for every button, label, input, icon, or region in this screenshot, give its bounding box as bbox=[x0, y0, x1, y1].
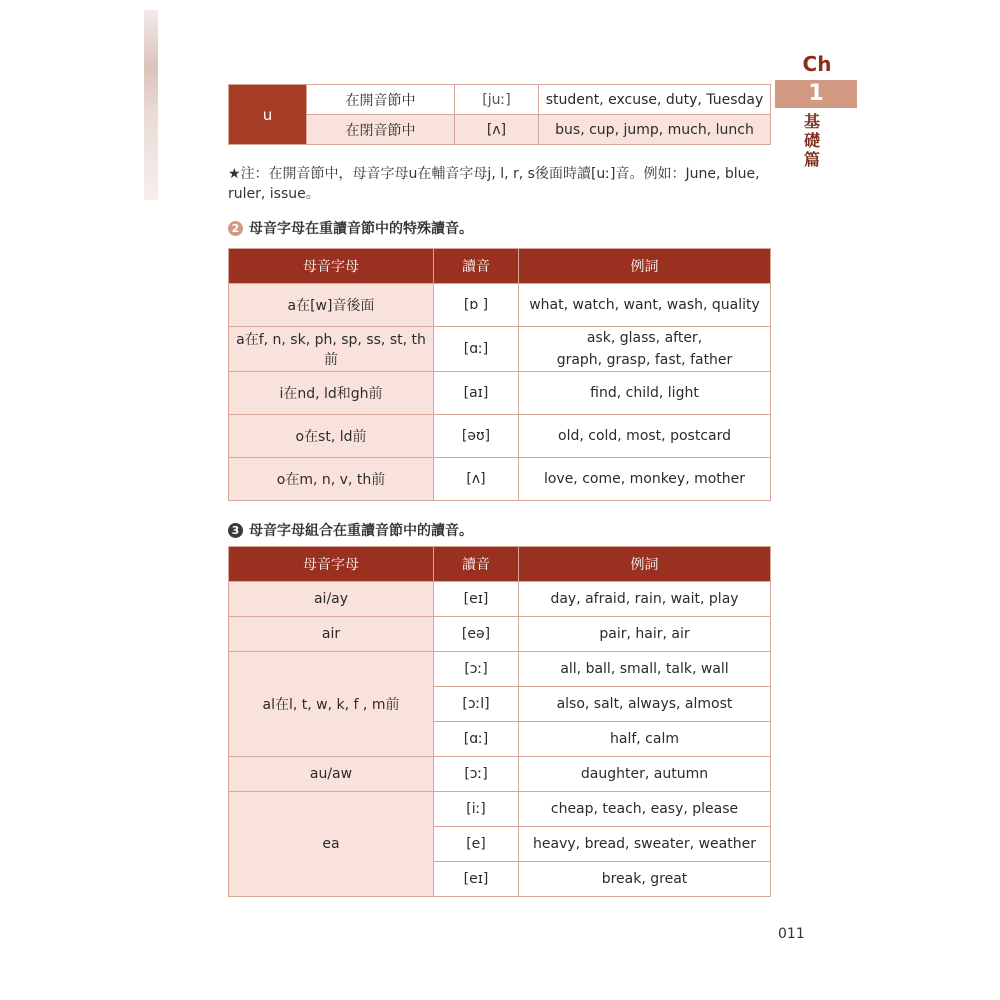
table-row bbox=[229, 582, 771, 617]
page-edge-decoration bbox=[144, 10, 158, 200]
table-row bbox=[229, 792, 771, 827]
letter-cell: a在f, n, sk, ph, sp, ss, st, th前 bbox=[229, 327, 434, 372]
ipa-cell: [ʌ] bbox=[455, 115, 539, 145]
ipa-cell: [aɪ] bbox=[434, 372, 519, 415]
examples-cell: heavy, bread, sweater, weather bbox=[519, 827, 771, 862]
letter-cell: al在l, t, w, k, f , m前 bbox=[229, 652, 434, 757]
section-3-heading bbox=[228, 520, 473, 540]
examples-cell: love, come, monkey, mother bbox=[519, 458, 771, 501]
special-vowel-table bbox=[228, 248, 771, 501]
ipa-cell: [juː] bbox=[455, 85, 539, 115]
header-examples: 例詞 bbox=[519, 547, 771, 582]
ipa-cell: [eɪ] bbox=[434, 582, 519, 617]
examples-cell: bus, cup, jump, much, lunch bbox=[539, 115, 771, 145]
table-row bbox=[229, 115, 771, 145]
examples-cell: day, afraid, rain, wait, play bbox=[519, 582, 771, 617]
ipa-cell: [ʌ] bbox=[434, 458, 519, 501]
section-number-badge: 2 bbox=[228, 221, 243, 236]
examples-cell: pair, hair, air bbox=[519, 617, 771, 652]
ipa-cell: [ɔːl] bbox=[434, 687, 519, 722]
section-number-badge: 3 bbox=[228, 523, 243, 538]
ipa-cell: [e] bbox=[434, 827, 519, 862]
letter-cell: i在nd, ld和gh前 bbox=[229, 372, 434, 415]
chapter-name: 基礎篇 bbox=[803, 112, 820, 169]
ipa-cell: [iː] bbox=[434, 792, 519, 827]
examples-line: ask, glass, after, bbox=[586, 330, 703, 346]
star-icon: ★ bbox=[228, 166, 241, 182]
examples-cell: what, watch, want, wash, quality bbox=[519, 284, 771, 327]
note-paragraph bbox=[228, 164, 773, 204]
chapter-number: 1 bbox=[775, 80, 857, 108]
ipa-cell: [əʊ] bbox=[434, 415, 519, 458]
table-row bbox=[229, 327, 771, 372]
vowel-letter-cell: u bbox=[229, 85, 307, 145]
note-text: 注：在開音節中，母音字母u在輔音字母j, l, r, s後面時讀[uː]音。例如：June, blue, ruler, issue。 bbox=[228, 166, 760, 202]
ipa-cell: [ɒ ] bbox=[434, 284, 519, 327]
examples-cell: also, salt, always, almost bbox=[519, 687, 771, 722]
examples-cell: student, excuse, duty, Tuesday bbox=[539, 85, 771, 115]
examples-cell: cheap, teach, easy, please bbox=[519, 792, 771, 827]
chapter-label: Ch bbox=[802, 52, 832, 76]
examples-line: graph, grasp, fast, father bbox=[556, 352, 733, 368]
header-ipa: 讀音 bbox=[434, 547, 519, 582]
table-row bbox=[229, 458, 771, 501]
examples-cell: all, ball, small, talk, wall bbox=[519, 652, 771, 687]
ipa-cell: [eɪ] bbox=[434, 862, 519, 897]
section-title: 母音字母組合在重讀音節中的讀音。 bbox=[249, 523, 473, 539]
page-number: 011 bbox=[778, 926, 805, 942]
letter-cell: a在[w]音後面 bbox=[229, 284, 434, 327]
examples-cell: half, calm bbox=[519, 722, 771, 757]
examples-cell: daughter, autumn bbox=[519, 757, 771, 792]
letter-cell: air bbox=[229, 617, 434, 652]
u-vowel-table bbox=[228, 84, 771, 145]
letter-cell: o在m, n, v, th前 bbox=[229, 458, 434, 501]
examples-cell bbox=[519, 327, 771, 372]
examples-cell: break, great bbox=[519, 862, 771, 897]
table-header-row bbox=[229, 547, 771, 582]
letter-cell: au/aw bbox=[229, 757, 434, 792]
section-title: 母音字母在重讀音節中的特殊讀音。 bbox=[249, 221, 473, 237]
table-header-row bbox=[229, 249, 771, 284]
table-row bbox=[229, 757, 771, 792]
condition-cell: 在閉音節中 bbox=[307, 115, 455, 145]
condition-cell: 在開音節中 bbox=[307, 85, 455, 115]
ipa-cell: [ɑː] bbox=[434, 722, 519, 757]
examples-cell: old, cold, most, postcard bbox=[519, 415, 771, 458]
table-row bbox=[229, 617, 771, 652]
letter-cell: ai/ay bbox=[229, 582, 434, 617]
table-row bbox=[229, 284, 771, 327]
vowel-combination-table bbox=[228, 546, 771, 897]
header-letter: 母音字母 bbox=[229, 547, 434, 582]
header-ipa: 讀音 bbox=[434, 249, 519, 284]
table-row bbox=[229, 372, 771, 415]
ipa-cell: [ɑː] bbox=[434, 327, 519, 372]
letter-cell: o在st, ld前 bbox=[229, 415, 434, 458]
examples-cell: find, child, light bbox=[519, 372, 771, 415]
table-row bbox=[229, 85, 771, 115]
header-examples: 例詞 bbox=[519, 249, 771, 284]
letter-cell: ea bbox=[229, 792, 434, 897]
header-letter: 母音字母 bbox=[229, 249, 434, 284]
ipa-cell: [ɔː] bbox=[434, 757, 519, 792]
table-row bbox=[229, 652, 771, 687]
ipa-cell: [eə] bbox=[434, 617, 519, 652]
ipa-cell: [ɔː] bbox=[434, 652, 519, 687]
section-2-heading bbox=[228, 218, 473, 238]
table-row bbox=[229, 415, 771, 458]
